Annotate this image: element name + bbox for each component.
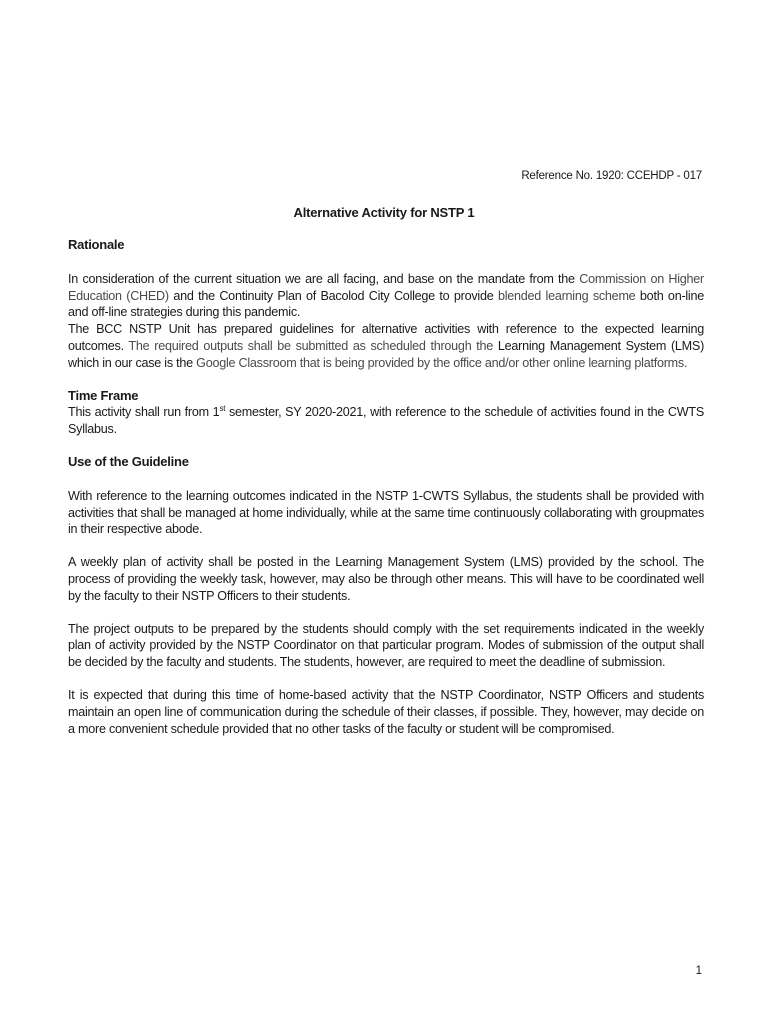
time-frame-heading: Time Frame [68,387,139,403]
guideline-paragraph-3: The project outputs to be prepared by the students should comply with the set requirements indicated in the weekly plan of activity provided by the NSTP Coordinator on that particular program. Modes of submission of the output shall be decided by the faculty and students. The students, however, are required to meet the deadline of submission. [68,621,704,670]
reference-number: Reference No. 1920: CCEHDP - 017 [521,170,702,182]
rationale-paragraph-1: In consideration of the current situation we are all facing, and base on the mandate from the Commission on Higher Education (CHED) and the Continuity Plan of Bacolod City College to provide blended learning scheme both on-line and off-line strategies during this pandemic. [68,271,704,320]
time-frame-paragraph: This activity shall run from 1st semester, SY 2020-2021, with reference to the schedule of activities found in the CWTS Syllabus. [68,404,705,437]
guideline-paragraph-4: It is expected that during this time of home-based activity that the NSTP Coordinator, NSTP Officers and students maintain an open line of communication during the schedule of their classes, if possible. They, however, may decide on a more convenient schedule provided that no other tasks of the faculty or student will be compromised. [68,687,704,736]
page-number: 1 [695,965,702,977]
document-body [68,237,704,737]
guideline-heading: Use of the Guideline [68,453,189,469]
rationale-heading: Rationale [68,237,125,252]
guideline-paragraph-2: A weekly plan of activity shall be posted in the Learning Management System (LMS) provided by the school. The process of providing the weekly task, however, may also be through other means. This will have to be coordinated well by the faculty to their NSTP Officers to their students. [68,555,704,603]
guideline-paragraph-1: With reference to the learning outcomes indicated in the NSTP 1-CWTS Syllabus, the students shall be provided with activities that shall be managed at home individually, while at the same time continuously collaborating with groupmates in their respective abode. [68,488,704,537]
rationale-paragraph-2: The BCC NSTP Unit has prepared guidelines for alternative activities with reference to the expected learning outcomes. The required outputs shall be submitted as scheduled through the Learning Management System (LMS) which in our case is the Google Classroom that is being provided by the office and/or other online learning platforms. [68,322,705,370]
document-title: Alternative Activity for NSTP 1 [293,205,475,220]
